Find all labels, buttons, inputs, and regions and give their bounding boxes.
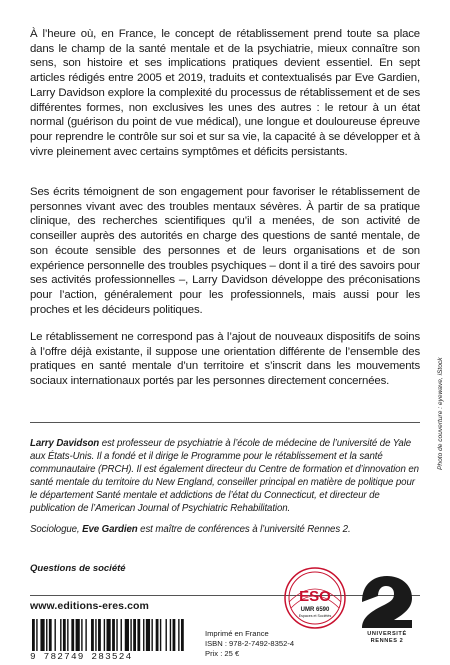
- barcode-bar: [104, 619, 105, 651]
- rennes2-line1: UNIVERSITÉ: [367, 631, 407, 637]
- summary-paragraph-1: À l’heure où, en France, le concept de rétablissement prend toute sa place dans le champ de la santé mentale et de la psychiatrie, mieux connaître son sens, son histoire et ses implications pratiques devient essentiel. En sept articles rédigés entre 2005 et 2019, traduits et contextualisés par Eve Gardien, Larry Davidson explore la complexité du processus de rétablissement et de ses différentes formes, non exclusives les unes des autres : le retour à un état normal (guérison du point de vue médical), une longue et douloureuse épreuve pour reprendre le contrôle sur soi et sur sa vie, la capacité à se développer et à vivre pleinement avec certains symptômes et déficits persistants.: [30, 28, 420, 158]
- barcode-bar: [156, 619, 159, 651]
- publisher-website: www.editions-eres.com: [30, 600, 149, 612]
- photo-credit: Photo de couverture : eyewave, iStock: [437, 357, 444, 470]
- barcode-bar: [63, 619, 66, 651]
- translator-bio-text: est maître de conférences à l’université Rennes 2.: [137, 524, 351, 535]
- barcode-bar: [146, 619, 150, 651]
- barcode-bar: [112, 619, 115, 651]
- barcode-bar: [130, 619, 131, 651]
- divider-rule: [30, 422, 420, 423]
- barcode-bar: [151, 619, 152, 651]
- translator-bio-prefix: Sociologue,: [30, 524, 83, 535]
- eso-title: ESO: [299, 588, 331, 605]
- eso-logo-icon: [283, 566, 347, 630]
- imprint-country: Imprimé en France: [205, 629, 269, 638]
- barcode-bar: [178, 619, 179, 651]
- barcode-icon: [30, 619, 190, 651]
- barcode-bar: [36, 619, 37, 651]
- barcode-bar: [133, 619, 136, 651]
- rennes2-line2: RENNES 2: [370, 637, 404, 644]
- rennes2-logo-icon: [356, 572, 418, 636]
- barcode-bar: [71, 619, 74, 651]
- barcode-bar: [76, 619, 80, 651]
- eso-subtitle: UMR 6590: [300, 607, 330, 613]
- eso-tagline: Espaces et Sociétés: [298, 614, 332, 618]
- barcode-bar: [60, 619, 61, 651]
- author-bio-text: est professeur de psychiatrie à l’école de médecine de l’université de Yale aux États-Unis. Il a fondé et il dirige le Programme pour le rétablissement et la santé communautaire (PRCH). Il est également directeur du Centre de formation et d’innovation en santé mentale du territoire du New England, conseiller principal en matière de politique pour le département Santé mentale et addictions de l’état du Connecticut, et directeur de publication de l’American Journal of Psychiatric Rehabilitation.: [30, 438, 419, 515]
- barcode-bar: [98, 619, 101, 651]
- barcode-bar: [181, 619, 184, 651]
- barcode-bar: [32, 619, 35, 651]
- barcode-bar: [85, 619, 86, 651]
- barcode-bar: [143, 619, 144, 651]
- barcode-bar: [54, 619, 55, 651]
- barcode-bar: [46, 619, 47, 651]
- translator-name: Eve Gardien: [82, 524, 138, 535]
- barcode-bar: [49, 619, 52, 651]
- barcode-bar: [160, 619, 161, 651]
- barcode-bar: [137, 619, 140, 651]
- summary-paragraph-2: Ses écrits témoignent de son engagement pour favoriser le rétablissement de personnes vivant avec des troubles mentaux sévères. À partir de sa pratique clinique, des recherches scientifiques qu’il a menées, de son activité de conseiller auprès des autorités en charge des questions de santé mentale, de son écoute sensible des personnes et de leurs organisations et de son expérience personnelle des troubles psychiques – dont il a tiré des savoirs pour ses activités professionnelles –, Larry Davidson développe des préconisations pour l’action, généralement pour les professionnels, mais aussi pour les proches et les décideurs politiques.: [30, 186, 420, 316]
- barcode-bar: [166, 619, 167, 651]
- rennes2-wordmark: [355, 631, 419, 644]
- barcode-digits: 9 782749 283524: [30, 651, 133, 662]
- barcode-bar: [125, 619, 129, 651]
- barcode-bar: [170, 619, 171, 651]
- barcode-bar: [95, 619, 96, 651]
- barcode-bar: [121, 619, 122, 651]
- isbn: ISBN : 978-2-7492-8352-4: [205, 639, 295, 648]
- summary-paragraph-3: Le rétablissement ne correspond pas à l’ajout de nouveaux dispositifs de soins à l’offre déjà existante, il suppose une orientation différente de l’ensemble des pratiques en santé mentale d’un territoire et s’inscrit dans les mouvements sociaux internationaux portés par les personnes directement concernées.: [30, 331, 420, 388]
- collection-name: Questions de société: [30, 563, 126, 574]
- price: Prix : 25 €: [205, 649, 240, 658]
- barcode-bar: [106, 619, 110, 651]
- barcode-bar: [67, 619, 68, 651]
- translator-bio: [30, 523, 420, 536]
- barcode-bar: [116, 619, 117, 651]
- barcode-bar: [81, 619, 82, 651]
- barcode-bar: [40, 619, 44, 651]
- barcode-bar: [173, 619, 176, 651]
- author-bio: [30, 437, 420, 516]
- author-name: Larry Davidson: [30, 438, 100, 449]
- barcode-bar: [91, 619, 94, 651]
